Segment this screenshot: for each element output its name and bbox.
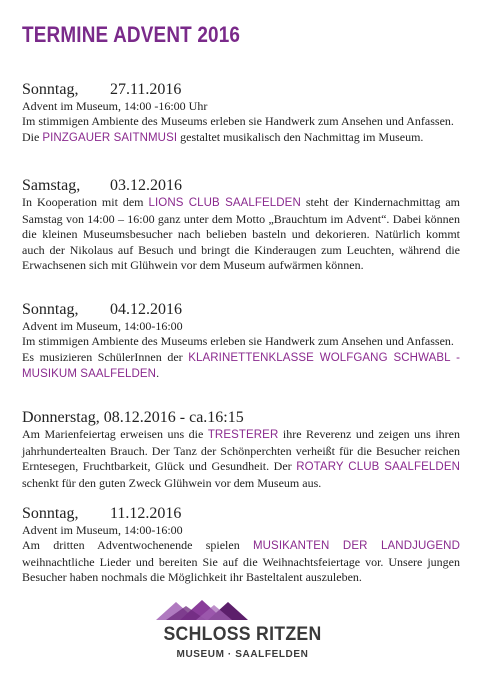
- castle-roof-logo-icon: [156, 600, 329, 624]
- event-04-12: [22, 300, 460, 383]
- logo-name: SCHLOSS RITZEN: [163, 624, 322, 645]
- event-day: Sonntag,: [22, 81, 79, 98]
- event-day: Sonntag,: [22, 505, 79, 522]
- event-time: Advent im Museum, 14:00-16:00: [22, 523, 183, 537]
- event-day: Samstag,: [22, 177, 81, 194]
- event-music: Es musizieren SchülerInnen der KLARINETTENKLASSE WOLFGANG SCHWABL - MUSIKUM SAALFELDEN.: [22, 349, 460, 380]
- event-date: 03.12.2016: [110, 177, 182, 194]
- event-heading: [22, 504, 460, 523]
- event-heading: Donnerstag, 08.12.2016 - ca.16:15: [22, 409, 244, 426]
- highlight-performer: MUSIKANTEN DER LANDJUGEND: [252, 540, 460, 552]
- event-music: Die PINZGAUER SAITNMUSI gestaltet musikalisch den Nachmittag im Museum.: [22, 129, 424, 144]
- event-description: Im stimmigen Ambiente des Museums erleben sie Handwerk zum Ansehen und Anfassen.: [22, 334, 454, 348]
- event-description: In Kooperation mit dem LIONS CLUB SAALFELDEN steht der Kindernachmittag am Samstag von 14:00 – 16:00 ganz unter dem Motto „Brauchtum im Advent“. Dabei können die kleinen Museumsbesucher nach belieben basteln und dekorieren. Natürlich kommt auch der Nikolaus auf Besuch und bringt die Kinderaugen zum Leuchten, während die Erwachsenen sich mit Glühwein vor dem Museum aufwärmen können.: [22, 195, 460, 272]
- event-heading: [22, 80, 460, 99]
- highlight-performer: KLARINETTENKLASSE WOLFGANG SCHWABL - MUSIKUM SAALFELDEN: [22, 351, 460, 380]
- event-date: 11.12.2016: [110, 505, 182, 522]
- page-title: TERMINE ADVENT 2016: [22, 22, 241, 47]
- event-date: 04.12.2016: [110, 301, 182, 318]
- logo-subtitle: MUSEUM · SAALFELDEN: [176, 649, 309, 660]
- event-heading: [22, 300, 460, 319]
- event-description: Am Marienfeiertag erweisen uns die TRESTERER ihre Reverenz und zeigen uns ihren jahrhundertealten Brauch. Der Tanz der Schönperchten verheißt für die Besucher reichen Erntesegen, Fruchtbarkeit, Glück und Gesundheit. Der ROTARY CLUB SAALFELDEN schenkt für den guten Zweck Glühwein vor dem Museum aus.: [22, 427, 461, 490]
- event-description: Im stimmigen Ambiente des Museums erleben sie Handwerk zum Ansehen und Anfassen.: [22, 114, 454, 128]
- highlight-performer: PINZGAUER SAITNMUSI: [42, 131, 178, 144]
- event-time: Advent im Museum, 14:00 -16:00 Uhr: [22, 99, 208, 113]
- highlight-organizer: ROTARY CLUB SAALFELDEN: [296, 461, 460, 473]
- event-03-12: [22, 176, 460, 274]
- event-heading: [22, 176, 460, 195]
- event-date: 27.11.2016: [110, 81, 182, 98]
- event-27-11: [22, 80, 460, 146]
- event-08-12: [22, 408, 460, 491]
- event-description: Am dritten Adventwochenende spielen MUSIKANTEN DER LANDJUGEND weihnachtliche Lieder und bereiten Sie auf die Weihnachtsfeiertage vor. Unsere jungen Besucher haben nochmals die Möglichkeit ihr Basteltalent auszuleben.: [22, 538, 460, 584]
- event-day: Sonntag,: [22, 301, 79, 318]
- event-time: Advent im Museum, 14:00-16:00: [22, 319, 183, 333]
- event-11-12: [22, 504, 460, 586]
- highlight-performer: TRESTERER: [207, 429, 279, 441]
- schloss-ritzen-logo: [150, 600, 335, 670]
- highlight-organizer: LIONS CLUB SAALFELDEN: [148, 197, 301, 209]
